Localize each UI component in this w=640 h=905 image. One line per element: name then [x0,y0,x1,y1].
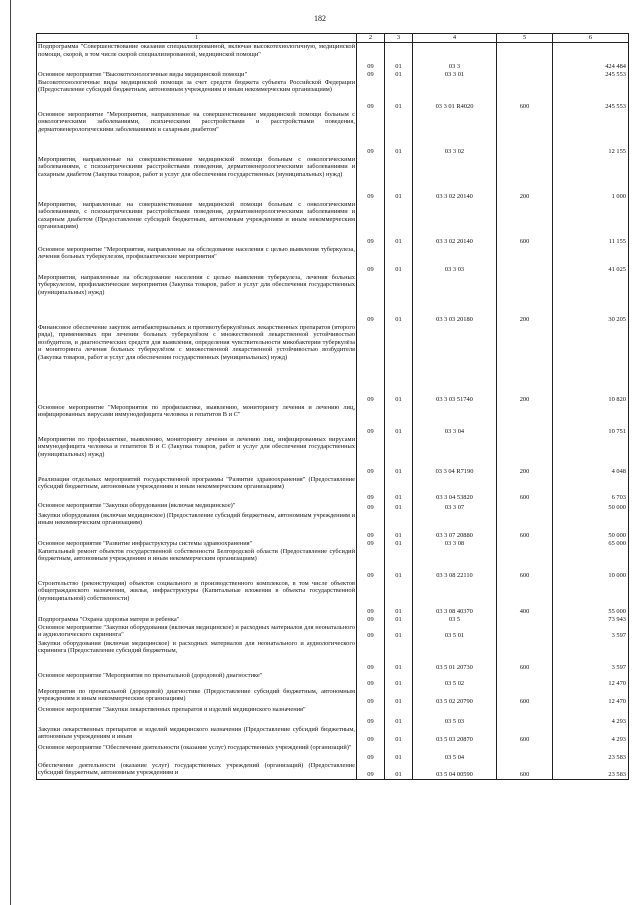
table-row [37,111,629,156]
row-expense-type [497,246,553,274]
row-target-code: 03 5 02 [413,672,497,688]
table-row [37,79,629,111]
row-subsection: 01 [385,512,413,540]
row-expense-type: 600 [497,762,553,780]
row-section: 09 [357,404,385,436]
table-row [37,274,629,324]
header-row [37,34,629,43]
row-section: 09 [357,156,385,201]
row-expense-type: 600 [497,688,553,706]
row-description: Мероприятия, направленные на совершенствование медицинской помощи больным с онкологическими заболеваниями, с психиатрическими расстройствами поведения, дерматовенерологическими заболеваниями и сахарным диабетом (Закупка товаров, работ и услуг для обеспечения государственных (муниципальных) нужд) [37,156,357,201]
row-expense-type [497,502,553,512]
row-target-code: 03 5 01 [413,624,497,640]
row-expense-type [497,540,553,548]
row-subsection: 01 [385,71,413,79]
row-amount: 4 293 [553,726,629,744]
row-target-code: 03 3 02 20140 [413,201,497,246]
table-row [37,762,629,780]
row-expense-type [497,404,553,436]
row-amount: 10 751 [553,404,629,436]
row-target-code: 03 5 02 20790 [413,688,497,706]
table-row [37,201,629,246]
table-row [37,744,629,762]
row-expense-type: 600 [497,640,553,672]
row-description: Основное мероприятие "Мероприятия, направленные на обследование населения с целью выявления туберкулеза, лечения больных туберкулезом, профилактические мероприятия" [37,246,357,274]
row-amount: 50 000 [553,502,629,512]
col-header-2: 2 [357,34,385,43]
row-subsection: 01 [385,404,413,436]
table-row [37,540,629,548]
table-row [37,156,629,201]
row-subsection: 01 [385,246,413,274]
row-expense-type [497,672,553,688]
table-row [37,580,629,616]
row-subsection: 01 [385,476,413,502]
row-amount: 10 820 [553,324,629,404]
row-amount: 424 484 [553,43,629,71]
row-section: 09 [357,616,385,624]
row-section: 09 [357,111,385,156]
row-subsection: 01 [385,502,413,512]
table-row [37,688,629,706]
row-expense-type: 600 [497,201,553,246]
row-target-code: 03 3 02 20140 [413,156,497,201]
col-header-5: 5 [497,34,553,43]
row-subsection: 01 [385,672,413,688]
table-row [37,324,629,404]
row-target-code: 03 5 [413,616,497,624]
row-amount: 50 000 [553,512,629,540]
row-target-code: 03 5 01 20730 [413,640,497,672]
row-amount: 30 205 [553,274,629,324]
row-subsection: 01 [385,274,413,324]
row-description: Закупки лекарственных препаратов и изделий медицинского назначения (Предоставление субсидий бюджетным, автономным учреждениям и иным [37,726,357,744]
row-subsection: 01 [385,324,413,404]
row-amount: 55 000 [553,580,629,616]
row-subsection: 01 [385,762,413,780]
row-description: Мероприятия, направленные на совершенствование медицинской помощи больным с онкологическими заболеваниями, с психиатрическими расстройствами поведения, дерматовенерологическими заболеваниями и сахарным диабетом (Предоставление субсидий бюджетным, автономным учреждениям и иным некоммерческим организациям) [37,201,357,246]
row-description: Мероприятия по пренатальной (дородовой) диагностике (Предоставление субсидий бюджетным, автономным учреждениям и иным некоммерческим организациям) [37,688,357,706]
row-target-code: 03 3 01 [413,71,497,79]
row-expense-type: 600 [497,726,553,744]
row-target-code: 03 3 07 [413,502,497,512]
row-description: Основное мероприятие "Обеспечение деятельности (оказание услуг) государственных учреждений (организаций)" [37,744,357,762]
row-description: Мероприятия по профилактике, выявлению, мониторингу лечения и лечению лиц, инфицированных вирусами иммунодефицита человека и гепатитов В и С (Закупка товаров, работ и услуг для обеспечения государственных (муниципальных) нужд) [37,436,357,476]
row-description: Строительство (реконструкция) объектов социального и производственного комплексов, в том числе объектов общегражданского назначения, жилья, инфраструктуры (Капитальные вложения в объекты государственной (муниципальной) собственности) [37,580,357,616]
row-section: 09 [357,540,385,548]
row-section: 09 [357,71,385,79]
table-body [37,43,629,780]
row-description: Обеспечение деятельности (оказание услуг) государственных учреждений (организаций) (Предоставление субсидий бюджетным, автономным учреждениям и [37,762,357,780]
row-target-code: 03 5 03 [413,706,497,726]
row-subsection: 01 [385,201,413,246]
row-section: 09 [357,246,385,274]
table-row [37,640,629,672]
row-subsection: 01 [385,156,413,201]
row-amount: 3 597 [553,624,629,640]
row-subsection: 01 [385,640,413,672]
row-subsection: 01 [385,726,413,744]
row-expense-type: 600 [497,476,553,502]
row-section: 09 [357,726,385,744]
row-subsection: 01 [385,436,413,476]
row-subsection: 01 [385,744,413,762]
row-section: 09 [357,502,385,512]
table-row [37,436,629,476]
row-expense-type [497,71,553,79]
table-row [37,624,629,640]
row-expense-type [497,616,553,624]
table-row [37,43,629,71]
row-amount: 12 470 [553,688,629,706]
row-subsection: 01 [385,540,413,548]
table-row [37,404,629,436]
row-expense-type: 200 [497,156,553,201]
row-subsection: 01 [385,79,413,111]
row-subsection: 01 [385,624,413,640]
row-section: 09 [357,324,385,404]
row-subsection: 01 [385,548,413,580]
row-section: 09 [357,476,385,502]
row-expense-type [497,706,553,726]
row-subsection: 01 [385,616,413,624]
table-row [37,476,629,502]
row-target-code: 03 3 04 R7190 [413,436,497,476]
row-section: 09 [357,762,385,780]
row-expense-type [497,43,553,71]
row-target-code: 03 3 03 20180 [413,274,497,324]
col-header-3: 3 [385,34,413,43]
row-expense-type: 200 [497,274,553,324]
row-target-code: 03 3 04 [413,404,497,436]
row-description: Основное мероприятие "Мероприятия по профилактике, выявлению, мониторингу лечения и лечению лиц, инфицированных вирусами иммунодефицита человека и гепатитов В и С" [37,404,357,436]
row-description: Основное мероприятие "Закупки оборудования (включая медицинское)" [37,502,357,512]
table-row [37,502,629,512]
row-subsection: 01 [385,706,413,726]
table-row [37,548,629,580]
row-section: 09 [357,43,385,71]
row-target-code: 03 5 03 20870 [413,726,497,744]
row-description: Подпрограмма "Охрана здоровья матери и ребенка" [37,616,357,624]
row-amount: 3 597 [553,640,629,672]
row-subsection: 01 [385,688,413,706]
row-amount: 11 155 [553,201,629,246]
row-amount: 41 025 [553,246,629,274]
table-row [37,246,629,274]
table-row [37,71,629,79]
row-amount: 245 553 [553,71,629,79]
row-target-code: 03 3 [413,43,497,71]
row-amount: 65 000 [553,540,629,548]
row-description: Финансовое обеспечение закупок антибактериальных и противотуберкулёзных лекарственных препаратов (второго ряда), применяемых при лечении больных туберкулёзом с множественной лекарственной устойчивостью возбудителя, и диагностических средств для выявления, определения чувствительности микобактерии туберкулёза и мониторинга лечения больных туберкулёзом с множественной лекарственной устойчивостью возбудителя (Закупка товаров, работ и услуг для обеспечения государственных (муниципальных) нужд) [37,324,357,404]
row-amount: 10 000 [553,548,629,580]
row-amount: 6 703 [553,476,629,502]
row-amount: 245 553 [553,79,629,111]
row-description: Высокотехнологичные виды медицинской помощи за счет средств бюджета субъекта Российской Федерации (Предоставление субсидий бюджетным, автономным учреждениям и иным некоммерческим организациям) [37,79,357,111]
row-target-code: 03 3 07 20880 [413,512,497,540]
row-description: Основное мероприятие "Мероприятия по пренатальной (дородовой) диагностике" [37,672,357,688]
row-section: 09 [357,688,385,706]
row-amount: 4 293 [553,706,629,726]
row-section: 09 [357,274,385,324]
table-row [37,706,629,726]
row-subsection: 01 [385,43,413,71]
row-section: 09 [357,706,385,726]
row-section: 09 [357,512,385,540]
row-expense-type: 400 [497,580,553,616]
row-expense-type [497,744,553,762]
row-target-code: 03 5 04 [413,744,497,762]
table-row [37,512,629,540]
row-amount: 23 583 [553,744,629,762]
row-expense-type: 600 [497,548,553,580]
row-description: Основное мероприятие "Мероприятия, направленные на совершенствование медицинской помощи больным с онкологическими заболеваниями, психическими расстройствами и расстройствами поведения, дерматовенерологическими заболеваниями и сахарным диабетом" [37,111,357,156]
row-description: Реализация отдельных мероприятий государственной программы "Развитие здравоохранения" (Предоставление субсидий бюджетным, автономным учреждениям и иным некоммерческим организациям) [37,476,357,502]
row-amount: 73 943 [553,616,629,624]
row-expense-type: 600 [497,79,553,111]
row-target-code: 03 3 04 53820 [413,476,497,502]
row-target-code: 03 3 08 22110 [413,548,497,580]
row-target-code: 03 3 08 40370 [413,580,497,616]
row-description: Закупки оборудования (включая медицинское) (Предоставление субсидий бюджетным, автономным учреждениям и иным некоммерческим организациям) [37,512,357,540]
row-description: Капитальный ремонт объектов государственной собственности Белгородской области (Предоставление субсидий бюджетным, автономным учреждениям и иным некоммерческим организациям) [37,548,357,580]
row-section: 09 [357,580,385,616]
row-expense-type: 600 [497,512,553,540]
row-description: Закупки оборудования (включая медицинское) и расходных материалов для неонатального и аудиологического скрининга (Предоставление субсидий бюджетным, [37,640,357,672]
row-subsection: 01 [385,111,413,156]
row-target-code: 03 3 01 R4020 [413,79,497,111]
row-description: Мероприятия, направленные на обследование населения с целью выявления туберкулеза, лечения больных туберкулезом, профилактические мероприятия (Закупка товаров, работ и услуг для обеспечения государственных (муниципальных) нужд) [37,274,357,324]
row-expense-type: 200 [497,324,553,404]
row-section: 09 [357,79,385,111]
row-target-code: 03 5 04 00590 [413,762,497,780]
page-number: 182 [314,14,326,23]
row-description: Основное мероприятие "Закупки лекарственных препаратов и изделий медицинского назначения" [37,706,357,726]
row-section: 09 [357,672,385,688]
row-target-code: 03 3 02 [413,111,497,156]
table-row [37,616,629,624]
row-amount: 12 155 [553,111,629,156]
row-target-code: 03 3 03 51740 [413,324,497,404]
row-subsection: 01 [385,580,413,616]
row-section: 09 [357,548,385,580]
row-amount: 23 583 [553,762,629,780]
table-row [37,672,629,688]
row-section: 09 [357,624,385,640]
row-section: 09 [357,640,385,672]
row-section: 09 [357,201,385,246]
row-expense-type [497,111,553,156]
row-description: Основное мероприятие "Высокотехнологичные виды медицинской помощи" [37,71,357,79]
row-expense-type [497,624,553,640]
row-amount: 1 000 [553,156,629,201]
table-row [37,726,629,744]
col-header-1: 1 [37,34,357,43]
scan-edge-line [10,0,11,905]
row-section: 09 [357,744,385,762]
row-description: Основное мероприятие "Закупки оборудования (включая медицинское) и расходных материалов для неонатального и аудиологического скрининга" [38,623,355,639]
row-description: Основное мероприятие "Развитие инфраструктуры системы здравоохранения" [37,540,357,548]
row-target-code: 03 3 08 [413,540,497,548]
col-header-6: 6 [553,34,629,43]
row-amount: 4 048 [553,436,629,476]
row-description: Подпрограмма "Совершенствование оказания специализированной, включая высокотехнологичную, медицинской помощи, скорой, в том числе скорой специализированной, медицинской помощи" [37,43,357,71]
row-target-code: 03 3 03 [413,246,497,274]
budget-table [36,33,629,780]
row-amount: 12 470 [553,672,629,688]
row-expense-type: 200 [497,436,553,476]
col-header-4: 4 [413,34,497,43]
row-section: 09 [357,436,385,476]
